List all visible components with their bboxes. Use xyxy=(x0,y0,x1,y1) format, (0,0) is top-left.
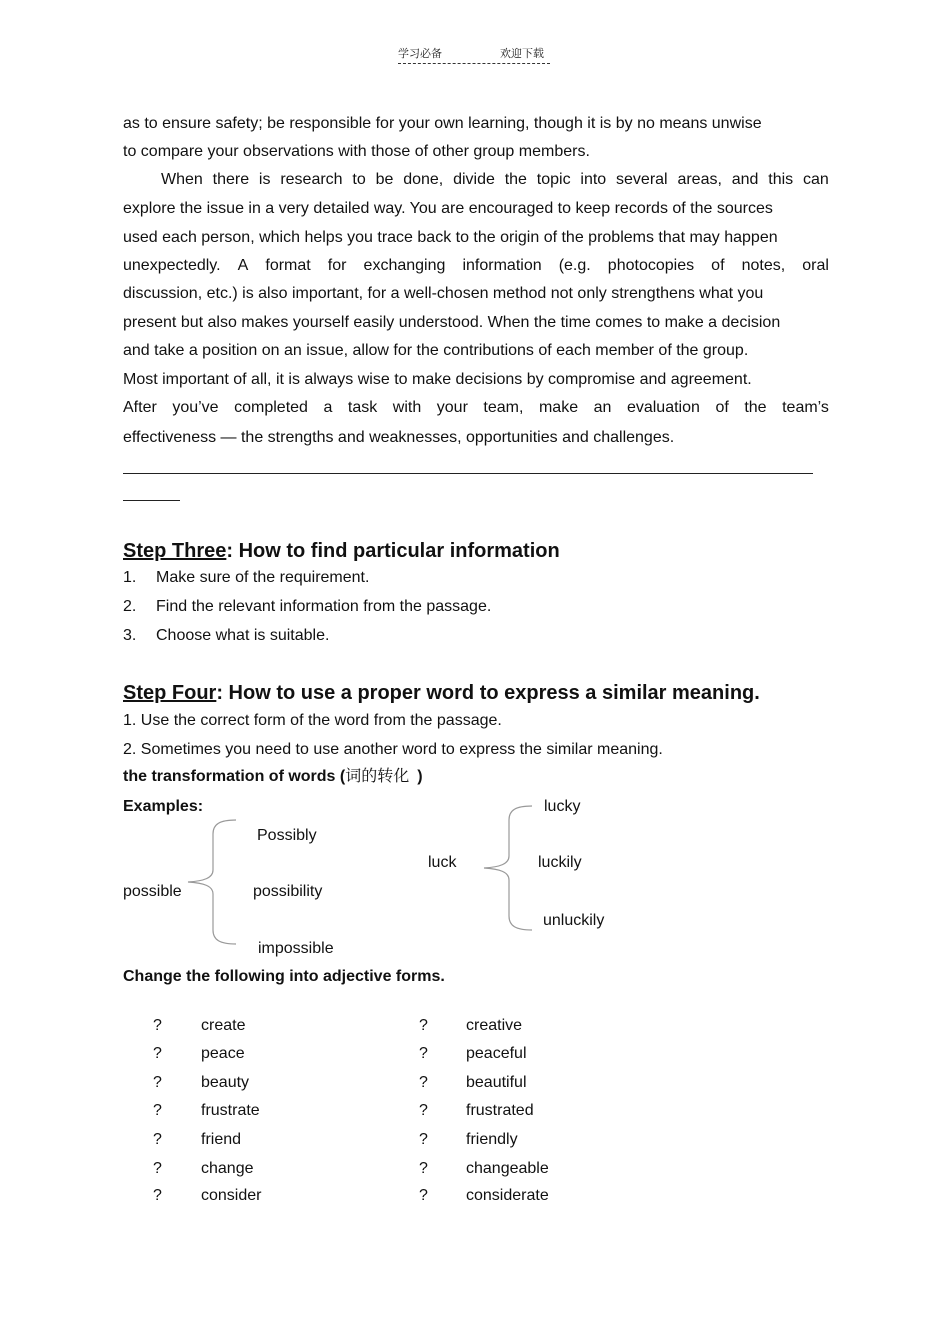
step-three-item-number: 1. xyxy=(123,569,137,586)
exercise-word: change xyxy=(201,1160,254,1177)
exercise-word: consider xyxy=(201,1187,262,1204)
step-three-heading xyxy=(123,540,560,563)
example-root-word: luck xyxy=(428,854,457,871)
step-four-title: : How to use a proper word to express a similar meaning. xyxy=(216,682,760,704)
bullet-marker: ? xyxy=(153,1131,162,1148)
exercise-answer: friendly xyxy=(466,1131,518,1148)
exercise-word: friend xyxy=(201,1131,242,1148)
step-three-item-text: Find the relevant information from the passage. xyxy=(156,598,492,615)
bullet-marker: ? xyxy=(153,1102,162,1119)
step-three-item-number: 3. xyxy=(123,627,137,644)
exercise-instruction: Change the following into adjective forms. xyxy=(123,968,445,985)
answer-blank-line xyxy=(123,473,813,474)
example-form-word: luckily xyxy=(538,854,582,871)
step-three-item-text: Choose what is suitable. xyxy=(156,627,330,644)
header-right: 欢迎下载 xyxy=(500,47,544,60)
bullet-marker: ? xyxy=(419,1160,428,1177)
step-three-item-text: Make sure of the requirement. xyxy=(156,569,370,586)
example-form-word: possibility xyxy=(253,883,323,900)
paragraph-line: After you’ve completed a task with your team, make an evaluation of the team’s xyxy=(123,399,829,416)
exercise-answer: beautiful xyxy=(466,1074,527,1091)
paragraph-line: present but also makes yourself easily understood. When the time comes to make a decision xyxy=(123,314,781,331)
brace-icon xyxy=(482,804,534,932)
paragraph-line: discussion, etc.) is also important, for a well-chosen method not only strengthens what you xyxy=(123,285,764,302)
step-three-title: : How to find particular information xyxy=(226,540,560,562)
exercise-word: frustrate xyxy=(201,1102,260,1119)
transformation-label: the transformation of words (词的转化 ) xyxy=(123,768,423,785)
brace-icon xyxy=(186,818,238,946)
paragraph-line: and take a position on an issue, allow for the contributions of each member of the group. xyxy=(123,342,749,359)
step-four-heading xyxy=(123,682,760,705)
header-divider xyxy=(398,63,550,64)
header-left: 学习必备 xyxy=(398,47,442,60)
example-form-word: impossible xyxy=(258,940,334,957)
exercise-answer: frustrated xyxy=(466,1102,534,1119)
paragraph-line: as to ensure safety; be responsible for your own learning, though it is by no means unwise xyxy=(123,115,762,132)
bullet-marker: ? xyxy=(419,1187,428,1204)
paragraph-line: When there is research to be done, divide the topic into several areas, and this can xyxy=(161,171,829,188)
bullet-marker: ? xyxy=(419,1045,428,1062)
paragraph-line: Most important of all, it is always wise to make decisions by compromise and agreement. xyxy=(123,371,752,388)
exercise-answer: changeable xyxy=(466,1160,549,1177)
paragraph-line: to compare your observations with those of other group members. xyxy=(123,143,590,160)
example-form-word: unluckily xyxy=(543,912,605,929)
paragraph-line: effectiveness — the strengths and weaknesses, opportunities and challenges. xyxy=(123,429,675,446)
exercise-word: peace xyxy=(201,1045,245,1062)
example-root-word: possible xyxy=(123,883,182,900)
bullet-marker: ? xyxy=(153,1160,162,1177)
exercise-word: beauty xyxy=(201,1074,250,1091)
step-three-label: Step Three xyxy=(123,540,227,562)
example-form-word: lucky xyxy=(544,798,581,815)
step-four-item: 1. Use the correct form of the word from the passage. xyxy=(123,712,502,729)
bullet-marker: ? xyxy=(419,1102,428,1119)
bullet-marker: ? xyxy=(419,1131,428,1148)
exercise-answer: creative xyxy=(466,1017,523,1034)
step-four-label: Step Four xyxy=(123,682,217,704)
exercise-answer: considerate xyxy=(466,1187,549,1204)
bullet-marker: ? xyxy=(419,1074,428,1091)
paragraph-line: explore the issue in a very detailed way. You are encouraged to keep records of the sources xyxy=(123,200,773,217)
paragraph-line: used each person, which helps you trace back to the origin of the problems that may happen xyxy=(123,229,778,246)
transformation-cn: 词的转化 xyxy=(345,768,410,785)
paragraph-line: unexpectedly. A format for exchanging information (e.g. photocopies of notes, oral xyxy=(123,257,829,274)
exercise-answer: peaceful xyxy=(466,1045,527,1062)
examples-label: Examples: xyxy=(123,798,204,815)
step-three-item-number: 2. xyxy=(123,598,137,615)
bullet-marker: ? xyxy=(153,1074,162,1091)
bullet-marker: ? xyxy=(153,1187,162,1204)
bullet-marker: ? xyxy=(153,1045,162,1062)
bullet-marker: ? xyxy=(419,1017,428,1034)
bullet-marker: ? xyxy=(153,1017,162,1034)
answer-blank-line xyxy=(123,500,180,501)
step-four-item: 2. Sometimes you need to use another word to express the similar meaning. xyxy=(123,741,663,758)
example-form-word: Possibly xyxy=(257,827,317,844)
exercise-word: create xyxy=(201,1017,246,1034)
